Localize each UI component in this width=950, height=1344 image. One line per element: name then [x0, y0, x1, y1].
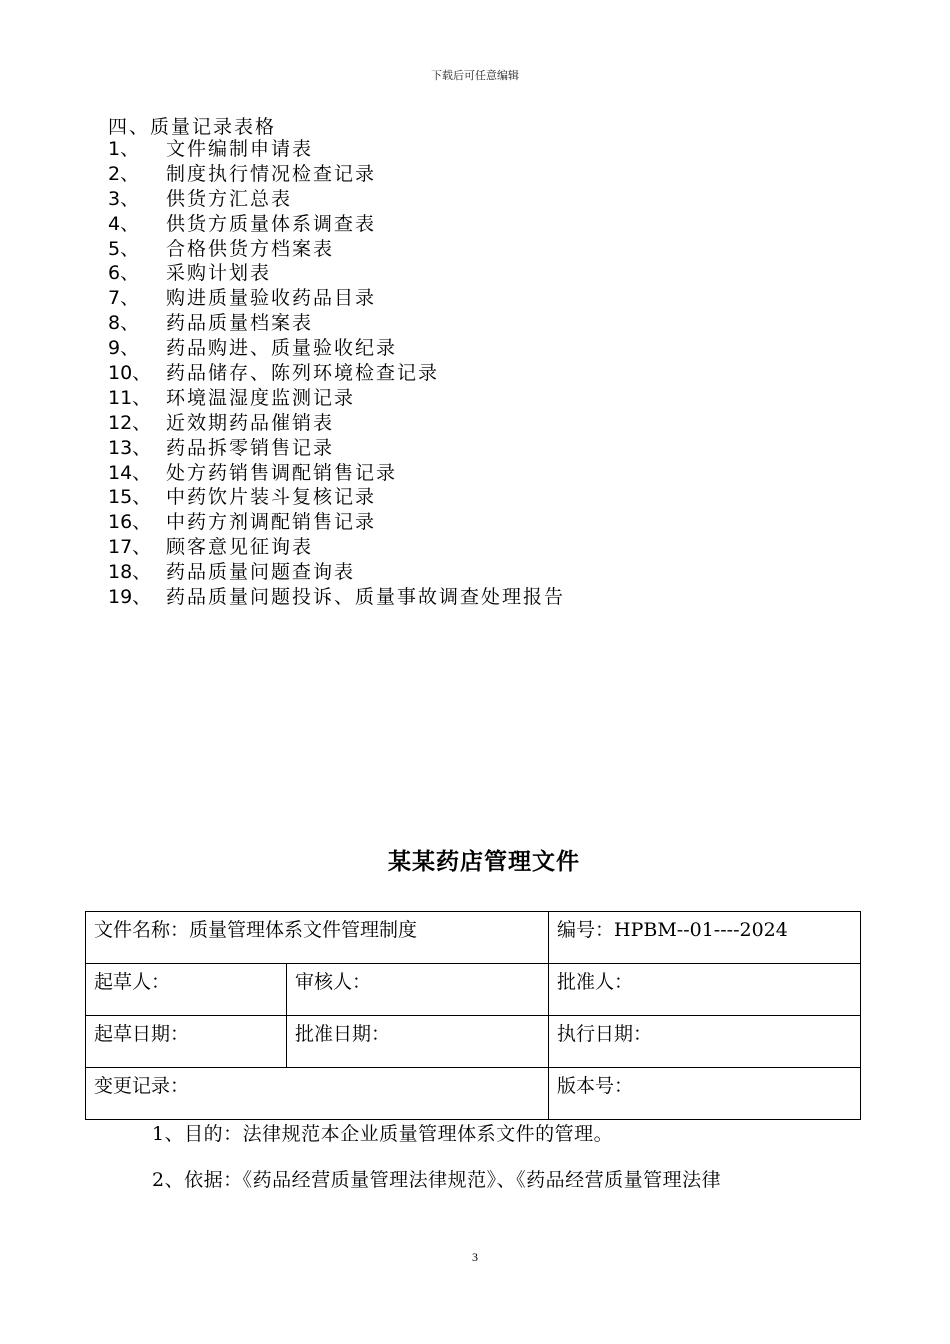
- list-item-number: 2、: [108, 162, 140, 185]
- list-item-number: 12、: [108, 411, 152, 434]
- list-item-number: 13、: [108, 436, 152, 459]
- list-item-text: 药品质量档案表: [166, 312, 314, 335]
- purpose-paragraph: 1、目的：法律规范本企业质量管理体系文件的管理。: [152, 1123, 614, 1145]
- drafter-cell: 起草人：: [86, 964, 287, 1016]
- list-item: [108, 311, 565, 336]
- list-item: [108, 162, 565, 187]
- list-item: [108, 286, 565, 311]
- version-cell: 版本号：: [549, 1068, 861, 1120]
- list-item-number: 16、: [108, 511, 152, 534]
- doc-number-cell: 编号：HPBM--01----2024: [549, 912, 861, 964]
- table-row: [86, 912, 861, 964]
- list-item-text: 药品质量问题查询表: [166, 561, 356, 584]
- table-row: [86, 1016, 861, 1068]
- list-item-number: 14、: [108, 461, 152, 484]
- list-item-text: 药品拆零销售记录: [166, 436, 335, 459]
- list-item: [108, 212, 565, 237]
- document-info-table: [85, 911, 861, 1120]
- list-item-text: 采购计划表: [166, 262, 272, 285]
- list-item: [108, 187, 565, 212]
- list-item-text: 购进质量验收药品目录: [166, 287, 377, 310]
- list-item: [108, 237, 565, 262]
- list-item: [108, 535, 565, 560]
- list-item-number: 8、: [108, 312, 140, 335]
- list-item: [108, 585, 565, 610]
- list-item: [108, 436, 565, 461]
- basis-paragraph: 2、依据：《药品经营质量管理法律规范》、《药品经营质量管理法律: [152, 1169, 722, 1191]
- list-item-number: 15、: [108, 486, 152, 509]
- list-item-text: 制度执行情况检查记录: [166, 162, 377, 185]
- list-item-number: 4、: [108, 212, 140, 235]
- list-item-number: 5、: [108, 237, 140, 260]
- table-row: [86, 964, 861, 1016]
- approver-cell: 批准人：: [549, 964, 861, 1016]
- list-item-number: 19、: [108, 586, 152, 609]
- section-heading: 四、质量记录表格: [108, 116, 277, 138]
- list-item-number: 18、: [108, 561, 152, 584]
- list-item: [108, 485, 565, 510]
- header-note: 下载后可任意编辑: [431, 69, 519, 82]
- list-item: [108, 361, 565, 386]
- list-item-text: 近效期药品催销表: [166, 411, 335, 434]
- list-item-number: 11、: [108, 386, 152, 409]
- list-item-number: 9、: [108, 337, 140, 360]
- list-item: [108, 336, 565, 361]
- change-record-cell: 变更记录：: [86, 1068, 549, 1120]
- list-item-text: 药品质量问题投诉、质量事故调查处理报告: [166, 586, 566, 609]
- list-item-text: 药品购进、质量验收纪录: [166, 337, 398, 360]
- list-item-number: 6、: [108, 262, 140, 285]
- page-number: 3: [472, 1250, 478, 1264]
- list-item-number: 3、: [108, 187, 140, 210]
- list-item-text: 中药饮片装斗复核记录: [166, 486, 377, 509]
- approval-date-cell: 批准日期：: [287, 1016, 549, 1068]
- list-item: [108, 510, 565, 535]
- list-item: [108, 261, 565, 286]
- list-item-text: 环境温湿度监测记录: [166, 386, 356, 409]
- list-item-number: 1、: [108, 138, 140, 160]
- list-item: [108, 386, 565, 411]
- list-item-number: 10、: [108, 362, 152, 385]
- list-item-text: 供货方汇总表: [166, 187, 293, 210]
- list-item: [108, 461, 565, 486]
- list-item-text: 合格供货方档案表: [166, 237, 335, 260]
- list-item-text: 顾客意见征询表: [166, 536, 314, 559]
- file-name-cell: 文件名称：质量管理体系文件管理制度: [86, 912, 549, 964]
- list-item: [108, 411, 565, 436]
- list-item-text: 供货方质量体系调查表: [166, 212, 377, 235]
- record-list: [108, 137, 565, 610]
- list-item-number: 7、: [108, 287, 140, 310]
- document-title: 某某药店管理文件: [388, 848, 580, 875]
- draft-date-cell: 起草日期：: [86, 1016, 287, 1068]
- list-item: [108, 137, 565, 162]
- list-item-text: 药品储存、陈列环境检查记录: [166, 362, 440, 385]
- reviewer-cell: 审核人：: [287, 964, 549, 1016]
- list-item-text: 中药方剂调配销售记录: [166, 511, 377, 534]
- list-item: [108, 560, 565, 585]
- list-item-text: 处方药销售调配销售记录: [166, 461, 398, 484]
- list-item-number: 17、: [108, 536, 152, 559]
- list-item-text: 文件编制申请表: [166, 138, 314, 160]
- effective-date-cell: 执行日期：: [549, 1016, 861, 1068]
- table-row: [86, 1068, 861, 1120]
